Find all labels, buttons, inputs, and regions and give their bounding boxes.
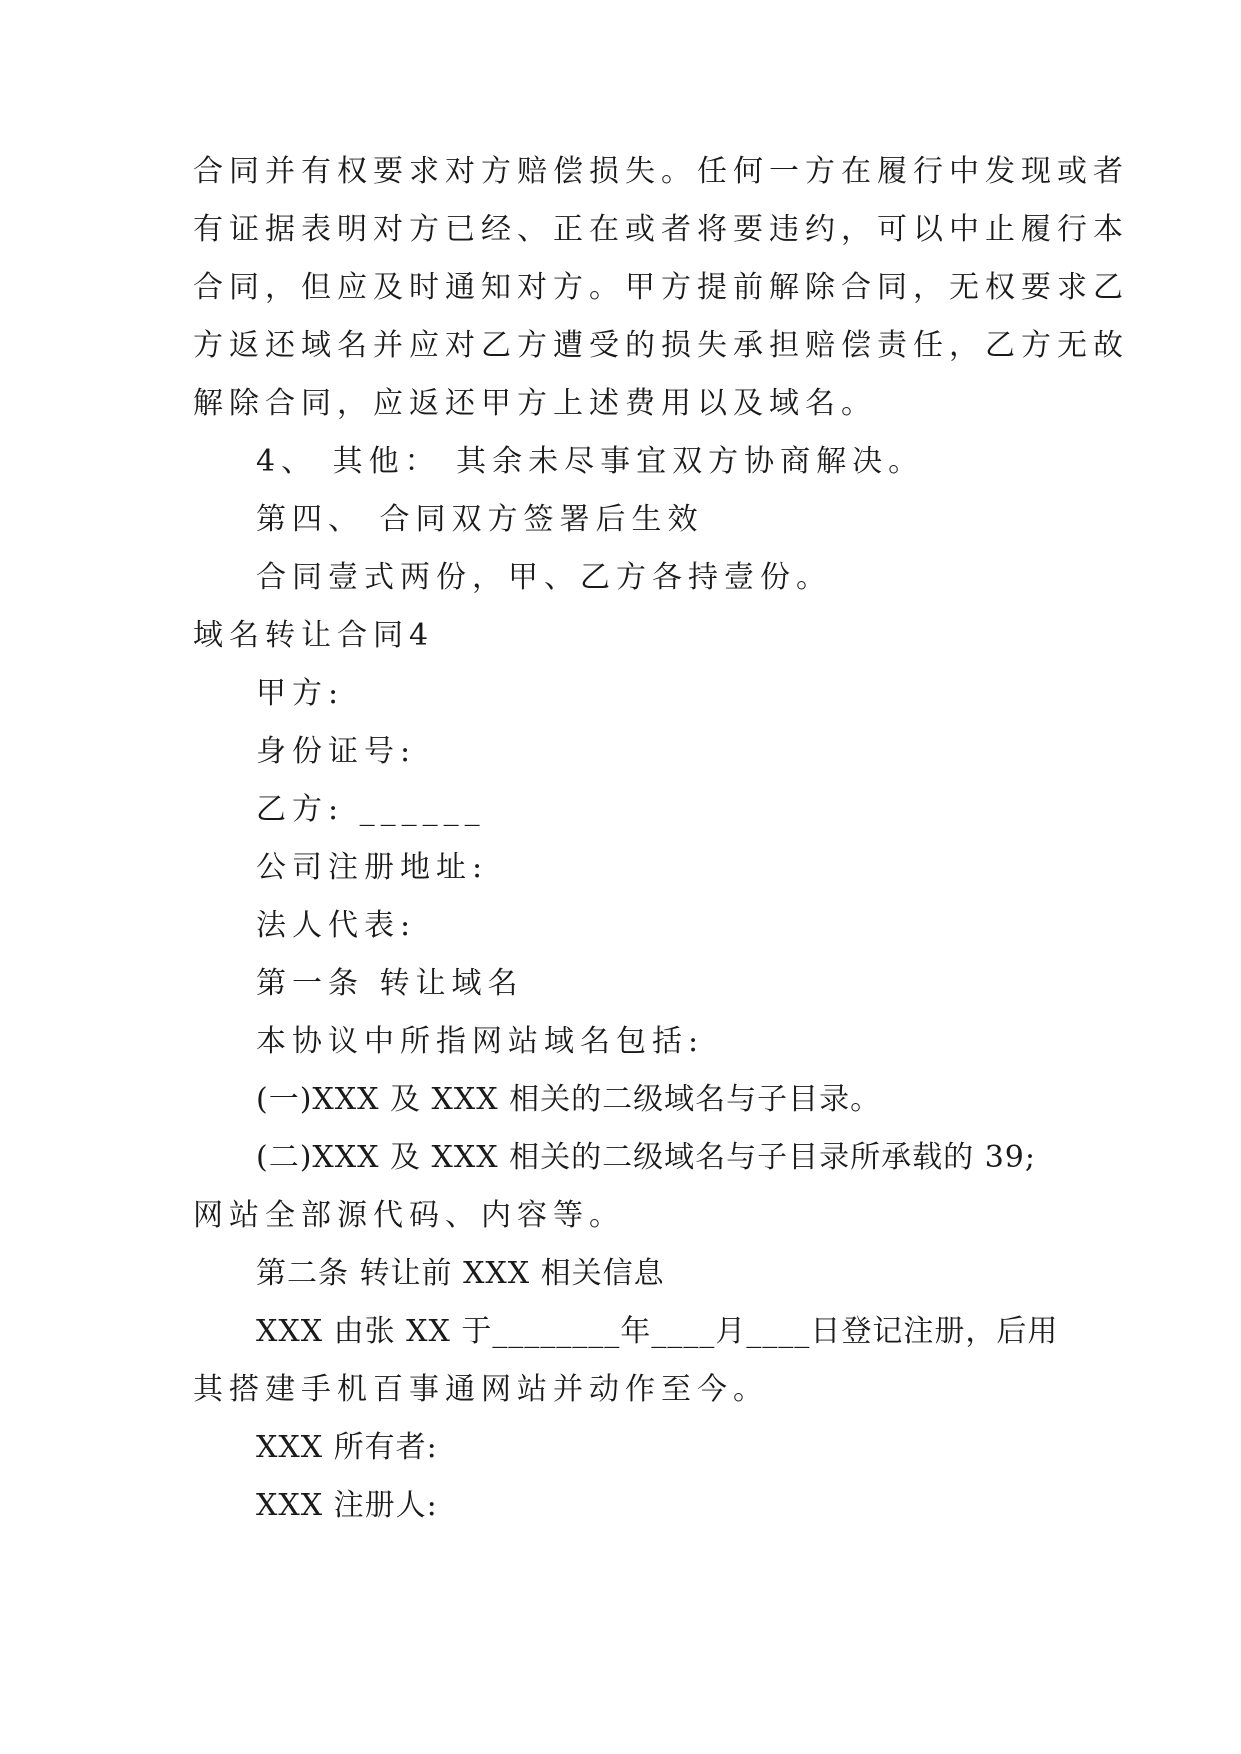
company-address-field: 公司注册地址: — [256, 850, 489, 885]
paragraph-line: 解除合同，应返还甲方上述费用以及域名。 — [193, 386, 877, 421]
paragraph-line: 合同，但应及时通知对方。甲方提前解除合同，无权要求乙 — [193, 270, 1129, 305]
domain-scope-item-1: (一)XXX 及 XXX 相关的二级域名与子目录。 — [256, 1082, 882, 1117]
clause-effective: 第四、 合同双方签署后生效 — [256, 502, 704, 537]
party-b-field: 乙方: ______ — [256, 792, 486, 827]
paragraph-line: 有证据表明对方已经、正在或者将要违约，可以中止履行本 — [193, 212, 1129, 247]
article-one-heading: 第一条 转让域名 — [256, 966, 524, 1001]
domain-scope-item-2: (二)XXX 及 XXX 相关的二级域名与子目录所承载的 39; — [256, 1140, 1036, 1175]
registrant-field: XXX 注册人: — [256, 1488, 438, 1523]
paragraph-line: 其搭建手机百事通网站并动作至今。 — [193, 1372, 769, 1407]
id-number-field: 身份证号: — [256, 734, 417, 769]
paragraph-line: 合同并有权要求对方赔偿损失。任何一方在履行中发现或者 — [193, 154, 1129, 189]
party-a-field: 甲方: — [256, 676, 345, 711]
contract-title: 域名转让合同4 — [193, 618, 435, 653]
clause-other: 4、 其他： 其余未尽事宜双方协商解决。 — [256, 444, 925, 479]
registration-info: XXX 由张 XX 于________年____月____日登记注册，后用 — [256, 1314, 1059, 1349]
article-two-heading: 第二条 转让前 XXX 相关信息 — [256, 1256, 665, 1291]
domain-scope-intro: 本协议中所指网站域名包括: — [256, 1024, 705, 1059]
owner-field: XXX 所有者: — [256, 1430, 438, 1465]
paragraph-line: 网站全部源代码、内容等。 — [193, 1198, 625, 1233]
clause-copies: 合同壹式两份，甲、乙方各持壹份。 — [256, 560, 832, 595]
legal-representative-field: 法人代表: — [256, 908, 417, 943]
paragraph-line: 方返还域名并应对乙方遭受的损失承担赔偿责任，乙方无故 — [193, 328, 1129, 363]
